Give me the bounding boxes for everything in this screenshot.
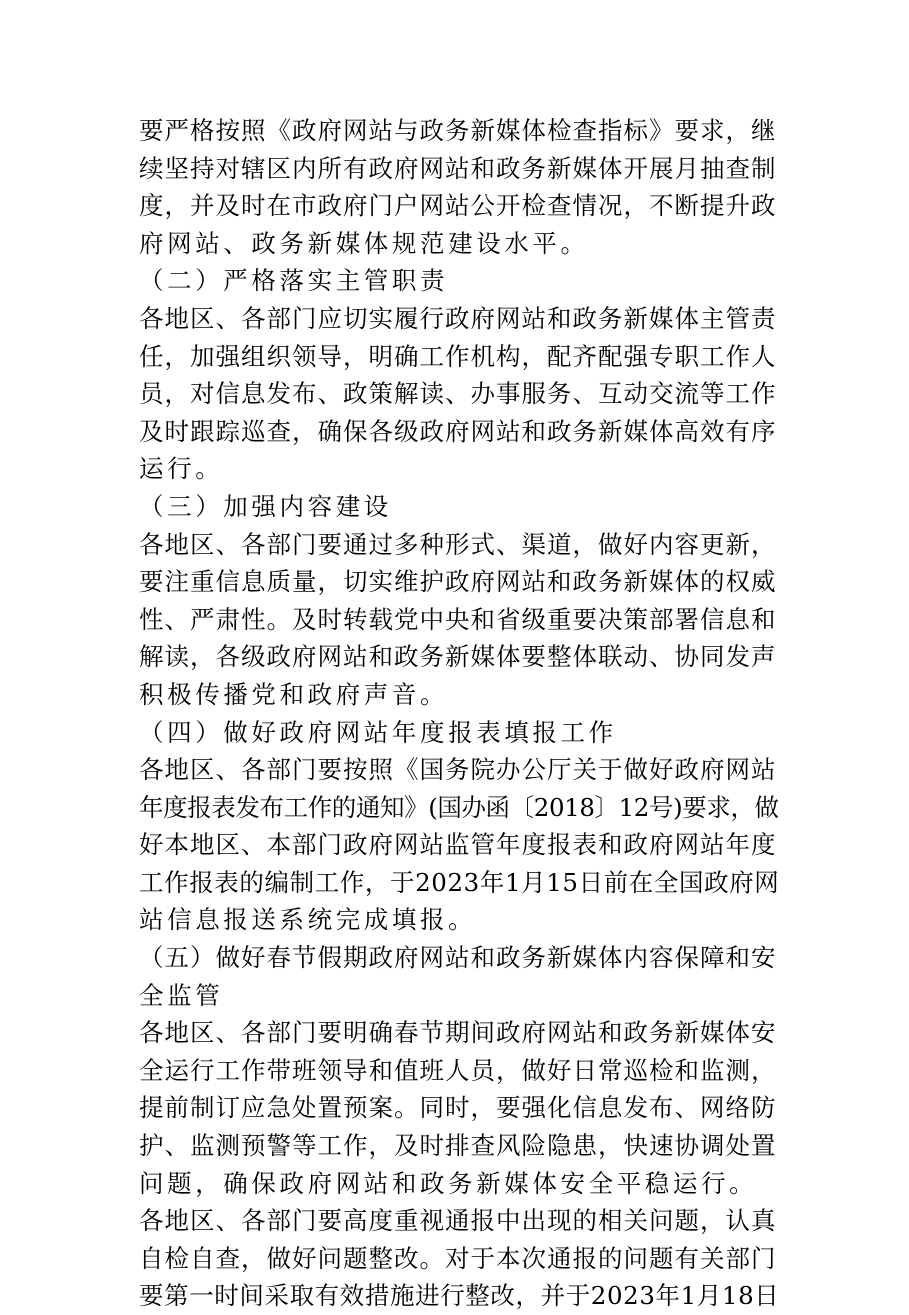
text-line: 员，对信息发布、政策解读、办事服务、互动交流等工作	[139, 379, 777, 409]
heading-text: 全监管	[139, 980, 224, 1010]
text-line: 任，加强组织领导，明确工作机构，配齐配强专职工作人	[139, 341, 777, 371]
text-line: 护、监测预警等工作，及时排查风险隐患，快速协调处置	[139, 1131, 777, 1161]
document-body	[139, 112, 779, 1315]
text-line: 提前制订应急处置预案。同时，要强化信息发布、网络防	[139, 1093, 777, 1123]
text-line: 要注重信息质量，切实维护政府网站和政务新媒体的权威	[139, 567, 777, 597]
text-line: 自检自查，做好问题整改。对于本次通报的问题有关部门	[139, 1243, 777, 1273]
heading-text: （四）做好政府网站年度报表填报工作	[139, 717, 617, 747]
paragraph-rectification	[139, 1202, 779, 1315]
text-line: 积极传播党和政府声音。	[139, 679, 449, 709]
text-line: 各地区、各部门要明确春节期间政府网站和政务新媒体安	[139, 1018, 777, 1048]
heading-text: （五）做好春节假期政府网站和政务新媒体内容保障和安	[139, 943, 777, 973]
text-line: 好本地区、本部门政府网站监管年度报表和政府网站年度	[139, 830, 777, 860]
paragraph-inspection-requirements	[139, 112, 779, 262]
text-line: 各地区、各部门要高度重视通报中出现的相关问题，认真	[139, 1206, 777, 1236]
text-line: 及时跟踪巡查，确保各级政府网站和政务新媒体高效有序	[139, 416, 777, 446]
text-line: 要严格按照《政府网站与政务新媒体检查指标》要求，继	[139, 116, 777, 145]
text-line: 解读，各级政府网站和政务新媒体要整体联动、协同发声	[139, 642, 777, 672]
text-line: 运行。	[139, 454, 224, 484]
text-line: 府网站、政务新媒体规范建设水平。	[139, 228, 589, 258]
text-line: 各地区、各部门要通过多种形式、渠道，做好内容更新，	[139, 529, 777, 559]
text-line: 年度报表发布工作的通知》(国办函〔2018〕12号)要求，做	[139, 792, 779, 822]
section-heading-3	[139, 488, 779, 526]
heading-text: （二）严格落实主管职责	[139, 266, 449, 296]
text-line: 各地区、各部门要按照《国务院办公厅关于做好政府网站	[139, 755, 777, 785]
text-line: 各地区、各部门应切实履行政府网站和政务新媒体主管责	[139, 303, 777, 333]
paragraph-annual-report	[139, 751, 779, 939]
paragraph-holiday-security	[139, 1014, 779, 1202]
section-heading-2	[139, 262, 779, 300]
text-line: 工作报表的编制工作，于2023年1月15日前在全国政府网	[139, 867, 780, 897]
section-heading-5	[139, 939, 779, 1014]
heading-text: （三）加强内容建设	[139, 491, 392, 521]
text-line: 站信息报送系统完成填报。	[139, 905, 477, 935]
text-line: 性、严肃性。及时转载党中央和省级重要决策部署信息和	[139, 604, 777, 634]
section-heading-4	[139, 714, 779, 752]
text-line: 全运行工作带班领导和值班人员，做好日常巡检和监测，	[139, 1055, 777, 1085]
paragraph-supervision-duty	[139, 300, 779, 488]
paragraph-content-building	[139, 526, 779, 714]
text-line: 问题，确保政府网站和政务新媒体安全平稳运行。	[139, 1168, 758, 1198]
text-line: 要第一时间采取有效措施进行整改，并于2023年1月18日	[139, 1281, 780, 1311]
text-line: 度，并及时在市政府门户网站公开检查情况，不断提升政	[139, 191, 777, 221]
text-line: 续坚持对辖区内所有政府网站和政务新媒体开展月抽查制	[139, 153, 777, 183]
